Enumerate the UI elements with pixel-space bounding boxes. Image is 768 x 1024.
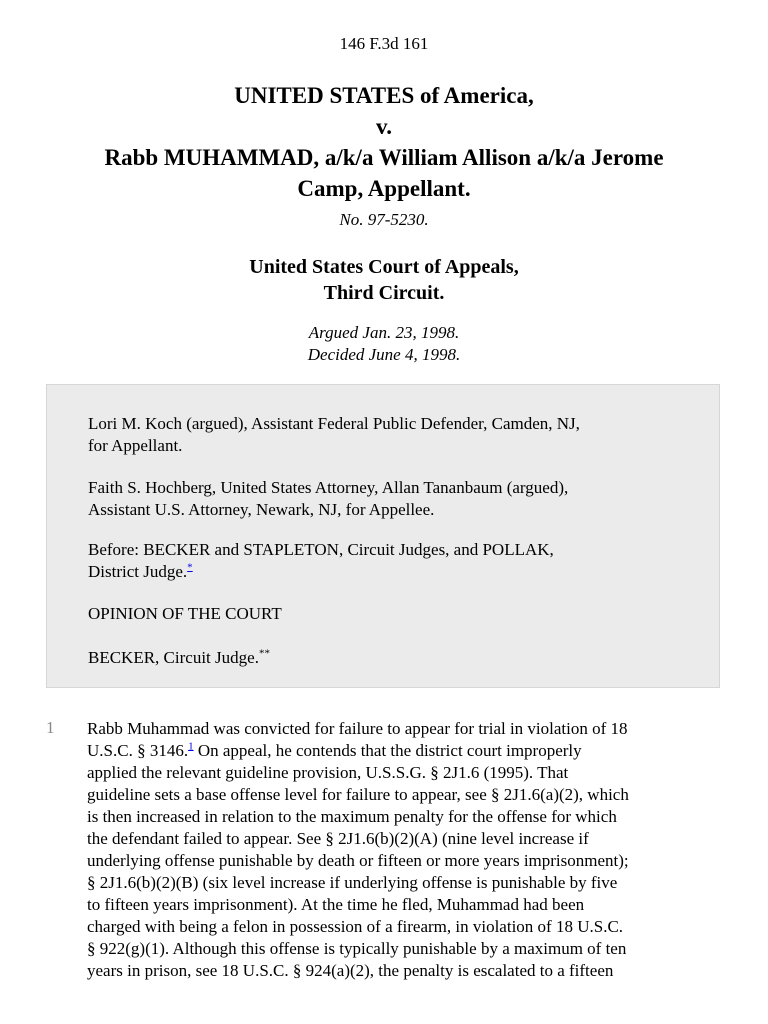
panel-judges-line2: District Judge. [88, 562, 188, 581]
opinion-author [88, 647, 688, 669]
paragraph-line: years in prison, see 18 U.S.C. § 924(a)(2), the penalty is escalated to a fifteen [87, 961, 614, 980]
paragraph-line: § 2J1.6(b)(2)(B) (six level increase if underlying offense is punishable by five [87, 873, 618, 892]
appellant-counsel-line2: for Appellant. [88, 436, 183, 455]
docket-number: No. 97-5230. [339, 210, 429, 229]
caption-defendant: Rabb MUHAMMAD, a/k/a William Allison a/k/a Jerome [104, 145, 664, 170]
footnote-double-star: ** [258, 647, 270, 660]
paragraph-line: to fifteen years imprisonment). At the time he fled, Muhammad had been [87, 895, 585, 914]
case-citation: 146 F.3d 161 [339, 34, 429, 53]
paragraph-line: the defendant failed to appear. See § 2J1.6(b)(2)(A) (nine level increase if [87, 829, 589, 848]
court-name [0, 254, 768, 306]
paragraph-line-text: U.S.C. § 3146. [87, 741, 189, 760]
paragraph-line: is then increased in relation to the maximum penalty for the offense for which [87, 807, 617, 826]
counsel-panel [46, 384, 720, 688]
paragraph-line: § 922(g)(1). Although this offense is typically punishable by a maximum of ten [87, 939, 627, 958]
panel-judges-line1: Before: BECKER and STAPLETON, Circuit Judges, and POLLAK, [88, 540, 554, 559]
paragraph-line: Rabb Muhammad was convicted for failure to appear for trial in violation of 18 [87, 719, 628, 738]
opinion-paragraph [87, 718, 727, 982]
case-caption [40, 80, 728, 204]
footnote-1-link[interactable]: 1 [188, 740, 194, 753]
appellee-counsel-line2: Assistant U.S. Attorney, Newark, NJ, for Appellee. [88, 500, 435, 519]
court-name-line1: United States Court of Appeals, [249, 256, 519, 278]
paragraph-number: 1 [46, 718, 55, 737]
appellee-counsel-line1: Faith S. Hochberg, United States Attorney, Allan Tananbaum (argued), [88, 478, 569, 497]
appellant-counsel [88, 413, 688, 457]
paragraph-line [87, 740, 727, 762]
caption-plaintiff: UNITED STATES of America, [234, 83, 534, 108]
opinion-heading: OPINION OF THE COURT [88, 604, 282, 623]
paragraph-line: underlying offense punishable by death or fifteen or more years imprisonment); [87, 851, 629, 870]
appellee-counsel [88, 477, 688, 521]
case-dates [0, 322, 768, 366]
panel-judges [88, 539, 688, 583]
paragraph-line-text: On appeal, he contends that the district court improperly [193, 741, 582, 760]
paragraph-line: guideline sets a base offense level for failure to appear, see § 2J1.6(a)(2), which [87, 785, 629, 804]
decided-date: Decided June 4, 1998. [307, 345, 461, 364]
footnote-star-link[interactable]: * [187, 561, 193, 574]
paragraph-line: applied the relevant guideline provision, U.S.S.G. § 2J1.6 (1995). That [87, 763, 569, 782]
paragraph-line: charged with being a felon in possession of a firearm, in violation of 18 U.S.C. [87, 917, 624, 936]
court-name-line2: Third Circuit. [323, 282, 445, 304]
argued-date: Argued Jan. 23, 1998. [308, 323, 460, 342]
appellant-counsel-line1: Lori M. Koch (argued), Assistant Federal Public Defender, Camden, NJ, [88, 414, 580, 433]
caption-versus: v. [376, 114, 392, 139]
caption-defendant-cont: Camp, Appellant. [297, 176, 471, 201]
opinion-author-name: BECKER, Circuit Judge. [88, 648, 259, 667]
